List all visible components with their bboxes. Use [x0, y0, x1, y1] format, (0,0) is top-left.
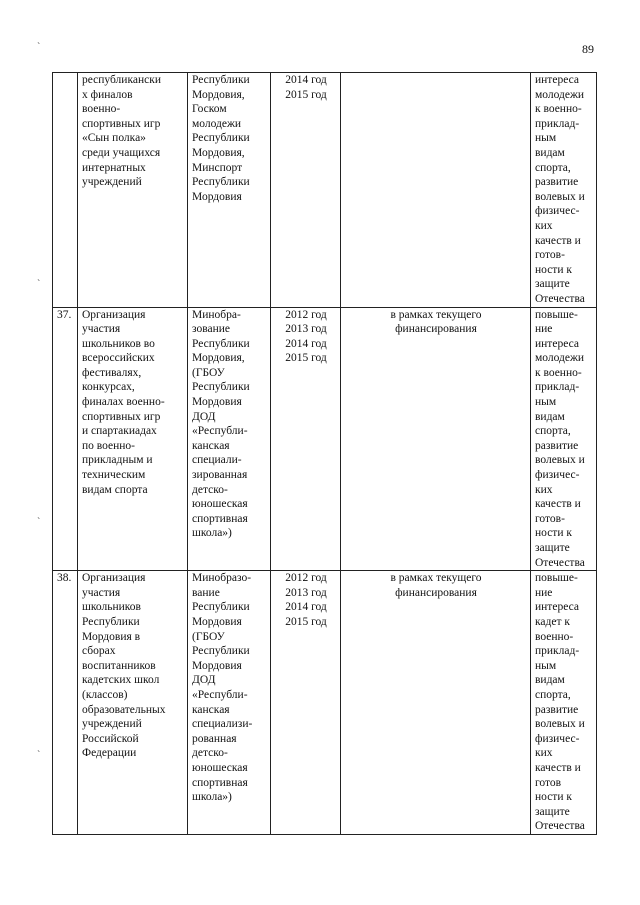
cell-text-line: физичес-: [535, 732, 580, 745]
cell-text-line: детско-: [192, 483, 228, 496]
cell-text-line: ние: [535, 323, 553, 336]
cell-text-line: спортивная: [192, 776, 248, 789]
cell-text-line: качеств и: [535, 234, 581, 247]
cell-text-line: Республики: [82, 615, 140, 628]
cell-text-line: в рамках текущего: [390, 572, 482, 585]
cell-text-line: 2014 год: [285, 337, 327, 350]
margin-mark: `: [37, 279, 41, 290]
cell-text-line: развитие: [535, 439, 579, 452]
cell-text-line: кадетских школ: [82, 674, 160, 687]
cell-text-line: Госком: [192, 103, 227, 116]
cell-text-line: ких: [535, 219, 553, 232]
cell-text-line: учреждений: [82, 718, 142, 731]
cell-text-line: готов-: [535, 249, 565, 262]
cell-text-line: ным: [535, 659, 557, 672]
cell-text-line: ких: [535, 747, 553, 760]
cell-text-line: ДОД: [192, 410, 216, 423]
cell-text-line: ДОД: [192, 674, 216, 687]
cell-text-line: ности к: [535, 791, 572, 804]
cell-text-line: интереса: [535, 74, 579, 86]
cell-text-line: школьников: [82, 601, 141, 614]
cell-text-line: спорта,: [535, 425, 571, 438]
cell-text-line: по военно-: [82, 439, 136, 452]
margin-mark: `: [37, 517, 41, 528]
cell-text-line: 2013 год: [285, 586, 327, 599]
cell-text-line: 2015 год: [285, 88, 327, 101]
cell-text-line: участия: [82, 586, 121, 599]
cell-text-line: кадет к: [535, 615, 570, 628]
cell-text-line: Республики: [192, 601, 250, 614]
cell-text-line: спортивная: [192, 512, 248, 525]
cell-text-line: готов: [535, 776, 562, 789]
cell-text-line: Республики: [192, 176, 250, 189]
cell-text-line: (ГБОУ: [192, 630, 225, 643]
financing-cell: [341, 307, 531, 571]
cell-text-line: защите: [535, 542, 570, 554]
cell-text-line: приклад-: [535, 381, 580, 394]
cell-text-line: канская: [192, 703, 230, 716]
cell-text-line: 37.: [57, 308, 72, 321]
cell-text-line: (ГБОУ: [192, 366, 225, 379]
cell-text-line: школьников во: [82, 337, 155, 350]
cell-text-line: специали-: [192, 454, 242, 467]
cell-text-line: Республики: [192, 132, 250, 145]
cell-text-line: ности к: [535, 527, 572, 540]
cell-text-line: интереса: [535, 601, 579, 614]
cell-text-line: Организация: [82, 308, 146, 321]
cell-text-line: Минобра-: [192, 308, 241, 321]
cell-text-line: к военно-: [535, 366, 582, 379]
cell-text-line: «Республи-: [192, 688, 248, 701]
cell-text-line: готов-: [535, 512, 565, 525]
years-cell: [271, 571, 341, 835]
cell-text-line: учреждений: [82, 176, 142, 189]
cell-text-line: спорта,: [535, 161, 571, 174]
cell-text-line: 2012 год: [285, 308, 327, 321]
cell-text-line: волевых и: [535, 454, 585, 467]
cell-text-line: (классов): [82, 688, 128, 701]
executor-cell: [188, 307, 271, 571]
cell-text-line: в рамках текущего: [390, 308, 482, 321]
cell-text-line: физичес-: [535, 469, 580, 482]
cell-text-line: рованная: [192, 732, 237, 745]
cell-text-line: среди учащихся: [82, 146, 161, 159]
event-name-cell: [78, 571, 188, 835]
cell-text-line: Мордовия в: [82, 630, 141, 643]
cell-text-line: образовательных: [82, 703, 166, 716]
cell-text-line: ным: [535, 132, 557, 145]
cell-text-line: Мордовия: [192, 190, 242, 203]
cell-text-line: приклад-: [535, 117, 580, 130]
row-number-cell: [53, 571, 78, 835]
cell-text-line: защите: [535, 805, 570, 818]
cell-text-line: спортивных игр: [82, 117, 161, 130]
cell-text-line: вание: [192, 586, 220, 599]
cell-text-line: 2014 год: [285, 601, 327, 614]
cell-text-line: школа»): [192, 527, 232, 540]
cell-text-line: видам: [535, 674, 565, 687]
cell-text-line: Мордовия: [192, 659, 242, 672]
cell-text-line: молодежи: [535, 352, 585, 365]
cell-text-line: зированная: [192, 469, 248, 482]
table-row: [53, 73, 597, 308]
row-number-cell: [53, 73, 78, 308]
cell-text-line: ких: [535, 483, 553, 496]
cell-text-line: финалах военно-: [82, 396, 165, 409]
cell-text-line: Минспорт: [192, 161, 243, 174]
cell-text-line: развитие: [535, 703, 579, 716]
cell-text-line: к военно-: [535, 103, 582, 116]
cell-text-line: специализи-: [192, 718, 253, 731]
result-cell: [531, 571, 597, 835]
cell-text-line: военно-: [82, 103, 121, 116]
cell-text-line: «Сын полка»: [82, 132, 146, 145]
cell-text-line: Отечества: [535, 292, 585, 305]
cell-text-line: развитие: [535, 176, 579, 189]
cell-text-line: Республики: [192, 74, 250, 86]
page-number: 89: [582, 42, 594, 56]
table-body: [53, 73, 597, 835]
cell-text-line: военно-: [535, 630, 574, 643]
cell-text-line: повыше-: [535, 308, 578, 321]
cell-text-line: 2015 год: [285, 615, 327, 628]
cell-text-line: Минобразо-: [192, 572, 252, 585]
cell-text-line: Мордовия,: [192, 146, 245, 159]
cell-text-line: качеств и: [535, 498, 581, 511]
event-name-cell: [78, 307, 188, 571]
cell-text-line: Российской: [82, 732, 139, 745]
cell-text-line: интернатных: [82, 161, 146, 174]
cell-text-line: интереса: [535, 337, 579, 350]
cell-text-line: прикладным и: [82, 454, 153, 467]
cell-text-line: видам: [535, 146, 565, 159]
cell-text-line: участия: [82, 323, 121, 336]
cell-text-line: волевых и: [535, 718, 585, 731]
cell-text-line: финансирования: [395, 586, 477, 599]
cell-text-line: техническим: [82, 469, 146, 482]
margin-mark: `: [37, 42, 41, 53]
cell-text-line: молодежи: [535, 88, 585, 101]
row-number-cell: [53, 307, 78, 571]
cell-text-line: Республики: [192, 381, 250, 394]
cell-text-line: школа»): [192, 791, 232, 804]
executor-cell: [188, 571, 271, 835]
cell-text-line: ным: [535, 396, 557, 409]
cell-text-line: Мордовия,: [192, 88, 245, 101]
cell-text-line: сборах: [82, 645, 116, 658]
cell-text-line: республикански: [82, 74, 161, 86]
cell-text-line: Мордовия,: [192, 352, 245, 365]
table-row: [53, 571, 597, 835]
cell-text-line: «Республи-: [192, 425, 248, 438]
cell-text-line: конкурсах,: [82, 381, 135, 394]
cell-text-line: видам спорта: [82, 483, 148, 496]
cell-text-line: видам: [535, 410, 565, 423]
cell-text-line: ности к: [535, 263, 572, 276]
cell-text-line: защите: [535, 278, 570, 291]
cell-text-line: воспитанников: [82, 659, 156, 672]
cell-text-line: и спартакиадах: [82, 425, 157, 438]
cell-text-line: спортивных игр: [82, 410, 161, 423]
cell-text-line: финансирования: [395, 323, 477, 336]
cell-text-line: Мордовия: [192, 396, 242, 409]
cell-text-line: спорта,: [535, 688, 571, 701]
cell-text-line: 38.: [57, 572, 72, 585]
cell-text-line: всероссийских: [82, 352, 155, 365]
cell-text-line: повыше-: [535, 572, 578, 585]
table-row: [53, 307, 597, 571]
cell-text-line: фестивалях,: [82, 366, 142, 379]
cell-text-line: Мордовия: [192, 615, 242, 628]
cell-text-line: приклад-: [535, 645, 580, 658]
years-cell: [271, 307, 341, 571]
cell-text-line: 2013 год: [285, 323, 327, 336]
financing-cell: [341, 73, 531, 308]
cell-text-line: юношеская: [192, 761, 248, 774]
result-cell: [531, 73, 597, 308]
executor-cell: [188, 73, 271, 308]
cell-text-line: Федерации: [82, 747, 137, 760]
cell-text-line: Республики: [192, 337, 250, 350]
margin-mark: `: [37, 750, 41, 761]
cell-text-line: Организация: [82, 572, 146, 585]
cell-text-line: Отечества: [535, 556, 585, 569]
cell-text-line: физичес-: [535, 205, 580, 218]
cell-text-line: 2014 год: [285, 74, 327, 86]
events-table: [52, 72, 597, 835]
event-name-cell: [78, 73, 188, 308]
cell-text-line: юношеская: [192, 498, 248, 511]
cell-text-line: ние: [535, 586, 553, 599]
cell-text-line: х финалов: [82, 88, 133, 101]
cell-text-line: 2015 год: [285, 352, 327, 365]
cell-text-line: канская: [192, 439, 230, 452]
financing-cell: [341, 571, 531, 835]
cell-text-line: зование: [192, 323, 231, 336]
years-cell: [271, 73, 341, 308]
result-cell: [531, 307, 597, 571]
cell-text-line: качеств и: [535, 761, 581, 774]
cell-text-line: Отечества: [535, 820, 585, 833]
cell-text-line: Республики: [192, 645, 250, 658]
cell-text-line: волевых и: [535, 190, 585, 203]
cell-text-line: 2012 год: [285, 572, 327, 585]
cell-text-line: молодежи: [192, 117, 242, 130]
cell-text-line: детско-: [192, 747, 228, 760]
